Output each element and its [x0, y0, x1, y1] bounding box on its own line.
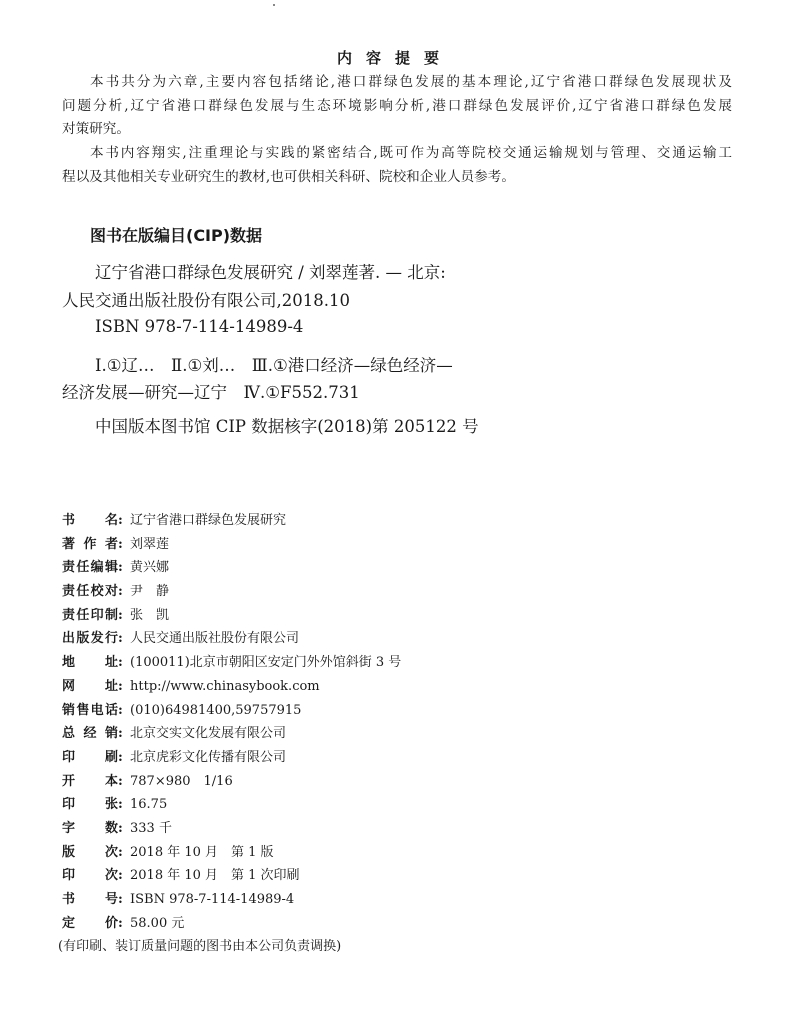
- info-value: 333 千: [130, 820, 172, 836]
- info-colon: :: [118, 892, 123, 907]
- cip-line: ISBN 978-7-114-14989-4: [95, 317, 304, 336]
- info-row: [62, 629, 401, 653]
- info-colon: :: [118, 584, 123, 600]
- info-label: 总经销: [62, 726, 118, 742]
- cip-line: 辽宁省港口群绿色发展研究 / 刘翠莲著. — 北京:: [95, 263, 446, 282]
- info-row: [62, 535, 401, 559]
- info-row: [62, 582, 401, 606]
- info-row: [62, 819, 401, 843]
- info-row: [62, 511, 401, 535]
- replacement-note: (有印刷、装订质量问题的图书由本公司负责调换): [58, 939, 342, 955]
- info-value: 张 凯: [130, 607, 170, 623]
- info-label: 网址: [62, 678, 118, 694]
- info-colon: :: [118, 820, 123, 836]
- info-value: http://www.chinasybook.com: [130, 678, 320, 694]
- info-label: 销售电话: [62, 702, 118, 718]
- info-colon: :: [118, 560, 123, 576]
- info-label: 定价: [62, 915, 118, 931]
- info-label: 责任编辑: [62, 560, 118, 576]
- info-row: [62, 606, 401, 630]
- cip-line: 经济发展—研究—辽宁 Ⅳ.①F552.731: [62, 383, 360, 402]
- info-label: 地址: [62, 655, 118, 671]
- info-colon: :: [118, 678, 123, 694]
- info-row: [62, 748, 401, 772]
- info-value: 北京交实文化发展有限公司: [130, 726, 287, 742]
- info-value: 辽宁省港口群绿色发展研究: [130, 513, 287, 528]
- cip-line: Ⅰ.①辽… Ⅱ.①刘… Ⅲ.①港口经济—绿色经济—: [95, 356, 453, 375]
- summary-line: 本书共分为六章,主要内容包括绪论,港口群绿色发展的基本理论,辽宁省港口群绿色发展现状及: [90, 74, 732, 90]
- info-colon: :: [118, 513, 123, 528]
- info-value: 刘翠莲: [130, 536, 170, 552]
- summary-line: 对策研究。: [62, 121, 130, 137]
- info-row: [62, 890, 401, 914]
- info-label: 印张: [62, 797, 118, 813]
- info-label: 字数: [62, 820, 118, 836]
- info-colon: :: [118, 607, 123, 623]
- summary-line: 本书内容翔实,注重理论与实践的紧密结合,既可作为高等院校交通运输规划与管理、交通运输工: [90, 145, 732, 161]
- info-value: 16.75: [130, 797, 168, 813]
- info-row: [62, 677, 401, 701]
- info-colon: :: [118, 915, 123, 931]
- info-colon: :: [118, 536, 123, 552]
- info-value: (010)64981400,59757915: [130, 702, 302, 718]
- info-row: [62, 795, 401, 819]
- info-colon: :: [118, 726, 123, 742]
- summary-title: 内容提要: [336, 49, 453, 67]
- info-colon: :: [118, 702, 123, 718]
- info-label: 书名: [62, 513, 118, 528]
- info-colon: :: [118, 749, 123, 765]
- info-value: 尹 静: [130, 584, 170, 600]
- info-colon: :: [118, 773, 123, 789]
- info-label: 版次: [62, 844, 118, 860]
- info-colon: :: [118, 631, 123, 647]
- info-colon: :: [118, 844, 123, 860]
- info-value: 2018 年 10 月 第 1 次印刷: [130, 868, 300, 884]
- info-label: 著作者: [62, 536, 118, 552]
- info-value: 人民交通出版社股份有限公司: [130, 631, 300, 647]
- info-label: 书号: [62, 892, 118, 907]
- info-label: 开本: [62, 773, 118, 789]
- info-row: [62, 653, 401, 677]
- info-value: 黄兴娜: [130, 560, 170, 576]
- cip-line: 中国版本图书馆 CIP 数据核字(2018)第 205122 号: [95, 417, 479, 436]
- info-colon: :: [118, 655, 123, 671]
- info-row: [62, 558, 401, 582]
- info-label: 印刷: [62, 749, 118, 765]
- publication-info: [58, 511, 402, 961]
- info-row: [62, 866, 401, 890]
- info-label: 责任印制: [62, 607, 118, 623]
- info-row: [62, 843, 401, 867]
- info-value: ISBN 978-7-114-14989-4: [130, 892, 295, 907]
- info-label: 出版发行: [62, 631, 118, 647]
- info-value: 787×980 1/16: [130, 773, 233, 789]
- cip-line: 人民交通出版社股份有限公司,2018.10: [62, 291, 350, 310]
- scan-speck: [273, 4, 275, 6]
- info-row: [62, 701, 401, 725]
- info-colon: :: [118, 868, 123, 884]
- cip-heading: 图书在版编目(CIP)数据: [90, 226, 263, 245]
- info-value: (100011)北京市朝阳区安定门外外馆斜街 3 号: [130, 655, 402, 671]
- summary-line: 问题分析,辽宁省港口群绿色发展与生态环境影响分析,港口群绿色发展评价,辽宁省港口群绿色发展: [62, 98, 732, 114]
- info-value: 58.00 元: [130, 915, 185, 931]
- info-value: 2018 年 10 月 第 1 版: [130, 844, 274, 860]
- info-label: 印次: [62, 868, 118, 884]
- summary-line: 程以及其他相关专业研究生的教材,也可供相关科研、院校和企业人员参考。: [62, 169, 515, 185]
- info-colon: :: [118, 797, 123, 813]
- info-label: 责任校对: [62, 584, 118, 600]
- info-row: [62, 772, 401, 796]
- info-row: [62, 724, 401, 748]
- info-row: [62, 914, 401, 938]
- info-value: 北京虎彩文化传播有限公司: [130, 749, 287, 765]
